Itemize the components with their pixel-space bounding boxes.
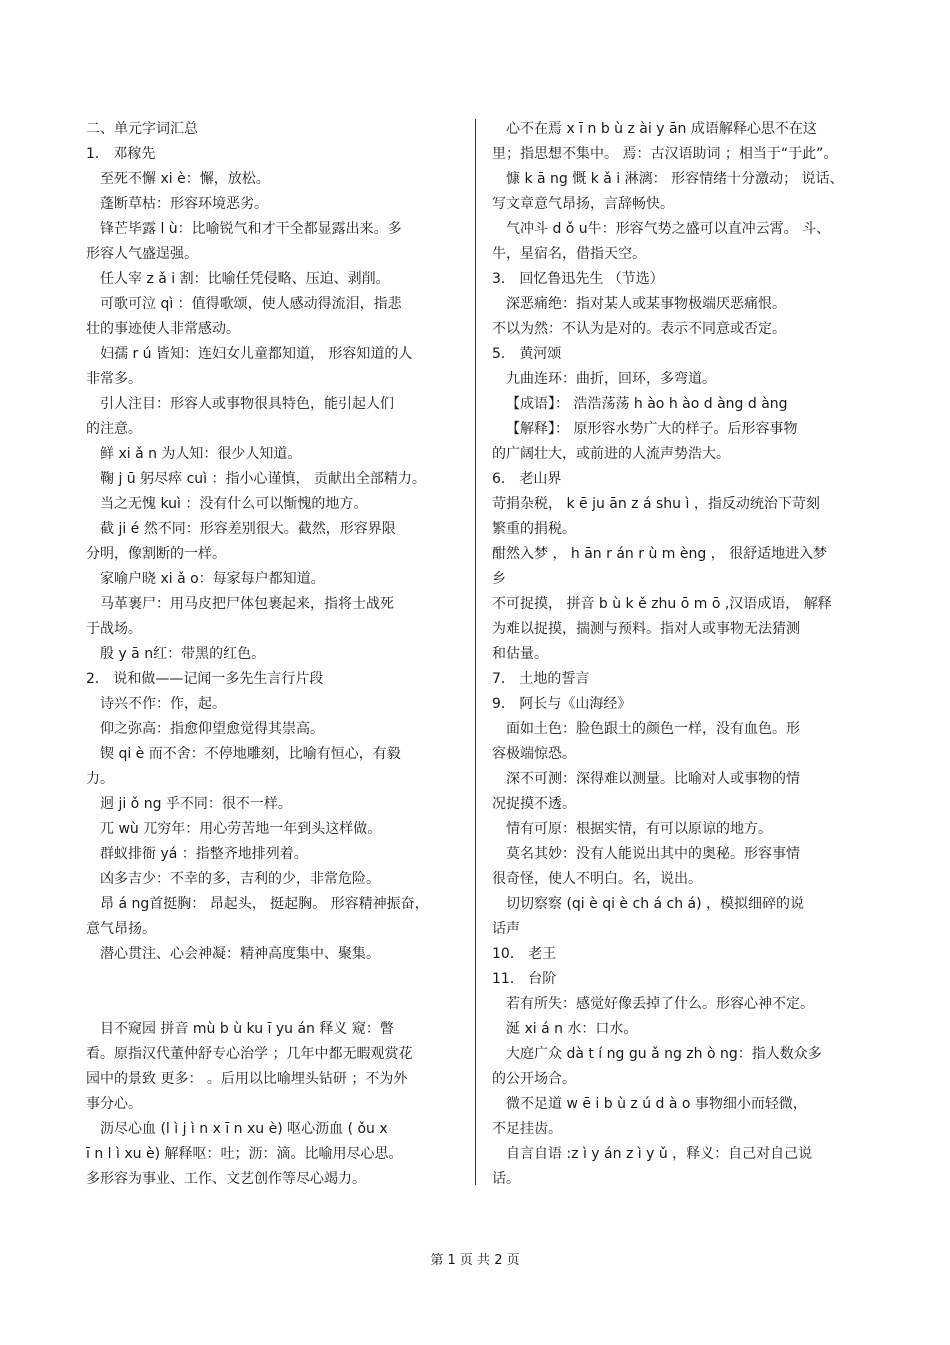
text-line: 涎 xi á n 水：口水。 [506,1021,638,1037]
text-line: 任人宰 z ǎ i 割：比喻任凭侵略、压迫、剥削。 [100,271,390,287]
text-line: 10． 老王 [492,946,557,962]
blank-line [86,967,458,992]
text-line: 繁重的捐税。 [492,521,576,537]
text-line: 5． 黄河颂 [492,346,562,362]
page-footer: 第 1 页 共 2 页 [430,1253,520,1268]
text-line: 锲 qi è 而不舍：不停地雕刻，比喻有恒心，有毅 [100,746,401,762]
text-line: 气冲斗 d ǒ u牛：形容气势之盛可以直冲云霄。 斗、 [506,221,831,237]
text-line: 的注意。 [86,421,142,437]
text-line: 乡 [492,571,506,587]
text-line: 2． 说和做——记闻一多先生言行片段 [86,671,324,687]
text-line: 马革裹尸：用马皮把尸体包裹起来，指将士战死 [100,596,394,612]
text-line: 九曲连环：曲折，回环，多弯道。 [506,371,716,387]
text-line: 至死不懈 xi è：懈，放松。 [100,171,270,187]
text-line: 容极端惊恐。 [492,746,576,762]
text-line: 话声 [492,921,520,937]
text-line: 沥尽心血 (l ì j ì n x ī n xu è) 呕心沥血 ( ǒu x [100,1121,388,1137]
text-line: 锋芒毕露 l ù：比喻锐气和才干全都显露出来。多 [100,221,402,237]
text-line: 看。原指汉代董仲舒专心治学 ；几年中都无暇观赏花 [86,1046,413,1062]
text-line: 莫名其妙：没有人能说出其中的奥秘。形容事情 [506,846,800,862]
text-line: 切切察察 (qi è qi è ch á ch á) ，模拟细碎的说 [506,896,805,912]
text-line: 7． 土地的誓言 [492,671,590,687]
right-column [492,117,868,1192]
text-line: 况捉摸不透。 [492,796,576,812]
text-line: 多形容为事业、工作、文艺创作等尽心竭力。 [86,1171,366,1187]
text-line: 群蚁排衙 yá ：指整齐地排列着。 [100,846,308,862]
text-line: 的公开场合。 [492,1071,576,1087]
text-line: 家喻户晓 xi ǎ o：每家每户都知道。 [100,571,325,587]
text-line: 大庭广众 dà t í ng gu ǎ ng zh ò ng：指人数众多 [506,1046,822,1062]
text-line: 的广阔壮大，或前进的人流声势浩大。 [492,446,730,462]
text-line: 心不在焉 x ī n b ù z ài y ān 成语解释心思不在这 [506,121,817,137]
text-line: ī n l ì xu è) 解释呕：吐；沥：滴。比喻用尽心思。 [86,1146,403,1162]
text-line: 鞠 j ū 躬尽瘁 cuì ：指小心谨慎， 贡献出全部精力。 [100,471,426,487]
text-line: 情有可原：根据实情，有可以原谅的地方。 [506,821,772,837]
text-line: 迥 ji ǒ ng 乎不同：很不一样。 [100,796,292,812]
text-line: 不足挂齿。 [492,1121,562,1137]
text-line: 鲜 xi ǎ n 为人知：很少人知道。 [100,446,302,462]
text-line: 3． 回忆鲁迅先生 （节选） [492,271,664,287]
text-line: 蓬断草枯：形容环境恶劣。 [100,196,268,212]
text-line: 不以为然：不认为是对的。表示不同意或否定。 [492,321,786,337]
text-line: 诗兴不作：作，起。 [100,696,226,712]
text-line: 11． 台阶 [492,971,557,987]
text-line: 很奇怪，使人不明白。名，说出。 [492,871,702,887]
text-line: 当之无愧 kuì ：没有什么可以惭愧的地方。 [100,496,368,512]
text-line: 1． 邓稼先 [86,146,156,162]
text-line: 牛，星宿名，借指天空。 [492,246,646,262]
text-line: 写文章意气昂扬，言辞畅快。 [492,196,674,212]
text-line: 昂 á ng首挺胸： 昂起头， 挺起胸。 形容精神振奋， [100,896,429,912]
text-line: 形容人气盛逞强。 [86,246,198,262]
text-line: 非常多。 [86,371,142,387]
text-line: 于战场。 [86,621,142,637]
column-divider [475,119,476,1185]
text-line: 壮的事迹使人非常感动。 [86,321,240,337]
text-line: 6． 老山界 [492,471,562,487]
text-line: 话。 [492,1171,520,1187]
text-line: 苛捐杂税， k ē ju ān z á shu ì ，指反动统治下苛刻 [492,496,820,512]
text-line: 截 ji é 然不同：形容差别很大。截然，形容界限 [100,521,396,537]
text-line: 微不足道 w ē i b ù z ú d à o 事物细小而轻微， [506,1096,807,1112]
text-line: 力。 [86,771,114,787]
text-line: 和估量。 [492,646,548,662]
text-line: 慷 k ā ng 慨 k ǎ i 淋漓： 形容情绪十分激动； 说话、 [506,171,844,187]
text-line: 深恶痛绝：指对某人或某事物极端厌恶痛恨。 [506,296,786,312]
text-line: 可歌可泣 qì ：值得歌颂，使人感动得流泪，指悲 [100,296,402,312]
text-line: 二、单元字词汇总 [86,121,198,137]
text-line: 酣然入梦 ， h ān r án r ù m èng ， 很舒适地进入梦 [492,546,828,562]
text-line: 【解释】： 原形容水势广大的样子。后形容事物 [506,421,798,437]
text-line: 面如土色：脸色跟土的颜色一样，没有血色。形 [506,721,800,737]
text-line: 殷 y ā n红：带黑的红色。 [100,646,266,662]
text-line: 分明，像割断的一样。 [86,546,226,562]
text-line: 里；指思想不集中。 焉：古汉语助词 ；相当于“于此”。 [492,146,838,162]
left-column [86,117,458,1192]
text-line: 凶多吉少：不幸的多，吉利的少，非常危险。 [100,871,380,887]
text-line: 若有所失：感觉好像丢掉了什么。形容心神不定。 [506,996,814,1012]
text-line: 深不可测：深得难以测量。比喻对人或事物的情 [506,771,800,787]
blank-line [86,992,458,1017]
text-line: 仰之弥高：指愈仰望愈觉得其崇高。 [100,721,324,737]
text-line: 9． 阿长与《山海经》 [492,696,632,712]
text-line: 自言自语 :z ì y án z ì y ǔ ，释义：自己对自己说 [506,1146,813,1162]
text-line: 【成语】： 浩浩荡荡 h ào h ào d àng d àng [506,396,788,412]
text-line: 不可捉摸， 拼音 b ù k ě zhu ō m ō ,汉语成语， 解释 [492,596,832,612]
text-line: 引人注目：形容人或事物很具特色，能引起人们 [100,396,394,412]
text-line: 兀 wù 兀穷年：用心劳苦地一年到头这样做。 [100,821,382,837]
text-line: 妇孺 r ú 皆知：连妇女儿童都知道， 形容知道的人 [100,346,413,362]
text-line: 潜心贯注、心会神凝：精神高度集中、聚集。 [100,946,380,962]
text-line: 为难以捉摸，揣测与预料。指对人或事物无法猜测 [492,621,800,637]
text-line: 事分心。 [86,1096,142,1112]
text-line: 目不窥园 拼音 mù b ù ku ī yu án 释义 窥：瞥 [100,1021,394,1037]
text-line: 园中的景致 更多： 。后用以比喻埋头钻研 ；不为外 [86,1071,408,1087]
text-line: 意气昂扬。 [86,921,156,937]
